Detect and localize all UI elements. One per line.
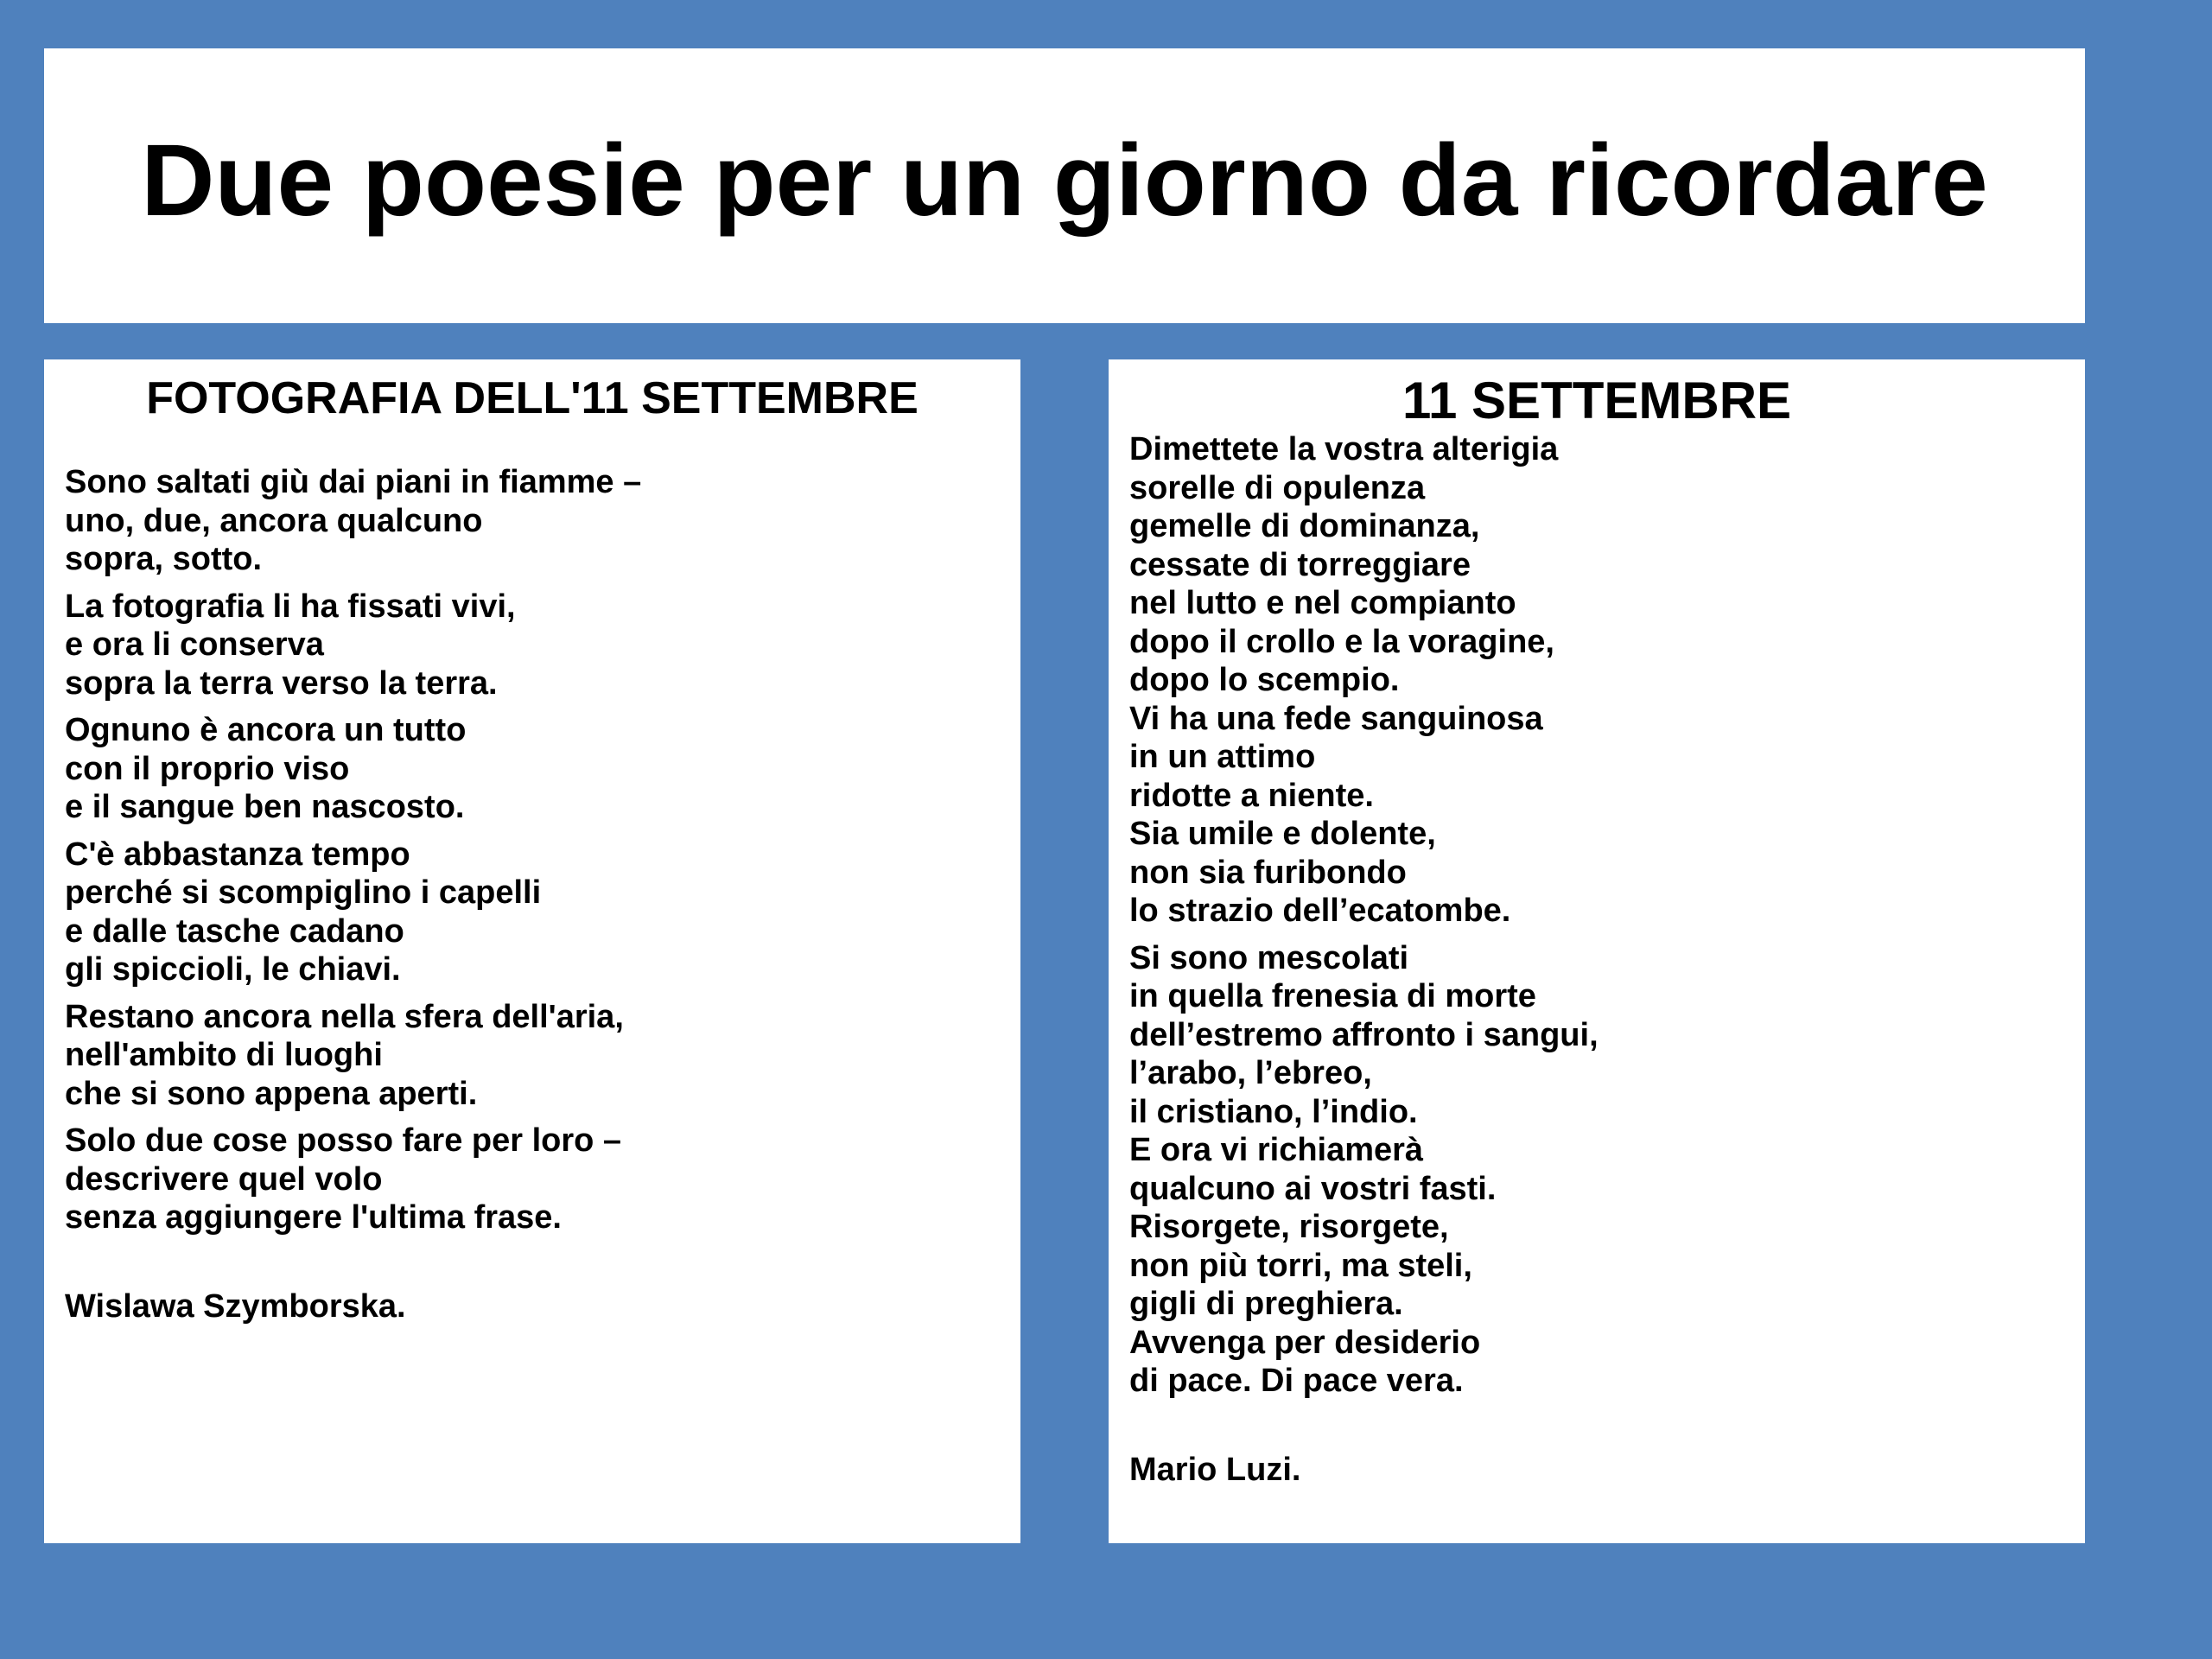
- poem-line: descrivere quel volo: [65, 1160, 383, 1198]
- poem-line: Restano ancora nella sfera dell'aria,: [65, 998, 624, 1035]
- poem-line: gemelle di dominanza,: [1129, 508, 1480, 544]
- poem-line: Dimettete la vostra alterigia: [1129, 431, 1559, 467]
- poem-line: La fotografia li ha fissati vivi,: [65, 588, 516, 625]
- poem-line: non sia furibondo: [1129, 854, 1407, 891]
- right-poem-author: Mario Luzi.: [1129, 1451, 1301, 1488]
- poem-line: con il proprio viso: [65, 750, 350, 787]
- right-poem-panel: [1109, 359, 2085, 1543]
- poem-stanza: [65, 836, 641, 989]
- poem-line: di pace. Di pace vera.: [1129, 1363, 1464, 1399]
- poem-line: e dalle tasche cadano: [65, 912, 404, 950]
- poem-stanza: [65, 588, 641, 703]
- poem-line: ridotte a niente.: [1129, 777, 1374, 814]
- poem-stanza: [65, 998, 641, 1114]
- poem-line: sopra, sotto.: [65, 541, 263, 577]
- poem-line: uno, due, ancora qualcuno: [65, 502, 483, 539]
- poem-stanza: [1129, 430, 1599, 931]
- poem-line: Sia umile e dolente,: [1129, 816, 1436, 852]
- poem-line: e il sangue ben nascosto.: [65, 789, 465, 825]
- poem-line: gigli di preghiera.: [1129, 1286, 1403, 1322]
- poem-line: cessate di torreggiare: [1129, 546, 1471, 583]
- poem-line: qualcuno ai vostri fasti.: [1129, 1170, 1497, 1207]
- poem-stanza: [1129, 939, 1599, 1401]
- poem-line: senza aggiungere l'ultima frase.: [65, 1199, 562, 1236]
- left-poem-body: [65, 463, 641, 1325]
- poem-line: il cristiano, l’indio.: [1129, 1093, 1418, 1130]
- poem-line: sorelle di opulenza: [1129, 469, 1426, 506]
- poem-stanza: [65, 463, 641, 579]
- right-poem-heading: 11 SETTEMBRE: [1402, 372, 1792, 429]
- title-box: [44, 48, 2085, 323]
- left-poem-author: Wislawa Szymborska.: [65, 1287, 406, 1325]
- poem-line: gli spiccioli, le chiavi.: [65, 951, 401, 988]
- poem-line: nel lutto e nel compianto: [1129, 585, 1516, 621]
- poem-stanza: [65, 1122, 641, 1237]
- poem-line: Solo due cose posso fare per loro –: [65, 1122, 622, 1159]
- poem-line: Risorgete, risorgete,: [1129, 1209, 1449, 1245]
- poem-stanza: [65, 711, 641, 827]
- poem-line: Sono saltati giù dai piani in fiamme –: [65, 464, 642, 500]
- poem-line: sopra la terra verso la terra.: [65, 664, 498, 702]
- poem-line: dell’estremo affronto i sangui,: [1129, 1016, 1599, 1053]
- poem-line: E ora vi richiamerà: [1129, 1132, 1424, 1168]
- poem-line: dopo lo scempio.: [1129, 662, 1400, 698]
- right-poem-body: [1129, 430, 1599, 1489]
- left-poem-panel: [44, 359, 1020, 1543]
- page-title: Due poesie per un giorno da ricordare: [141, 124, 1988, 238]
- poem-line: in un attimo: [1129, 739, 1316, 775]
- poem-line: che si sono appena aperti.: [65, 1075, 478, 1112]
- poem-line: Avvenga per desiderio: [1129, 1324, 1481, 1361]
- poem-line: nell'ambito di luoghi: [65, 1037, 383, 1073]
- poem-line: perché si scompiglino i capelli: [65, 874, 542, 911]
- poem-line: e ora li conserva: [65, 626, 324, 663]
- poem-line: Vi ha una fede sanguinosa: [1129, 700, 1543, 737]
- poem-line: lo strazio dell’ecatombe.: [1129, 893, 1511, 929]
- poem-line: Ognuno è ancora un tutto: [65, 712, 467, 748]
- left-poem-heading: FOTOGRAFIA DELL'11 SETTEMBRE: [146, 373, 918, 423]
- poem-line: in quella frenesia di morte: [1129, 978, 1536, 1014]
- poem-line: C'è abbastanza tempo: [65, 836, 410, 873]
- poem-line: Si sono mescolati: [1129, 939, 1409, 976]
- poem-line: dopo il crollo e la voragine,: [1129, 623, 1554, 660]
- poem-line: l’arabo, l’ebreo,: [1129, 1055, 1372, 1091]
- poem-line: non più torri, ma steli,: [1129, 1247, 1472, 1284]
